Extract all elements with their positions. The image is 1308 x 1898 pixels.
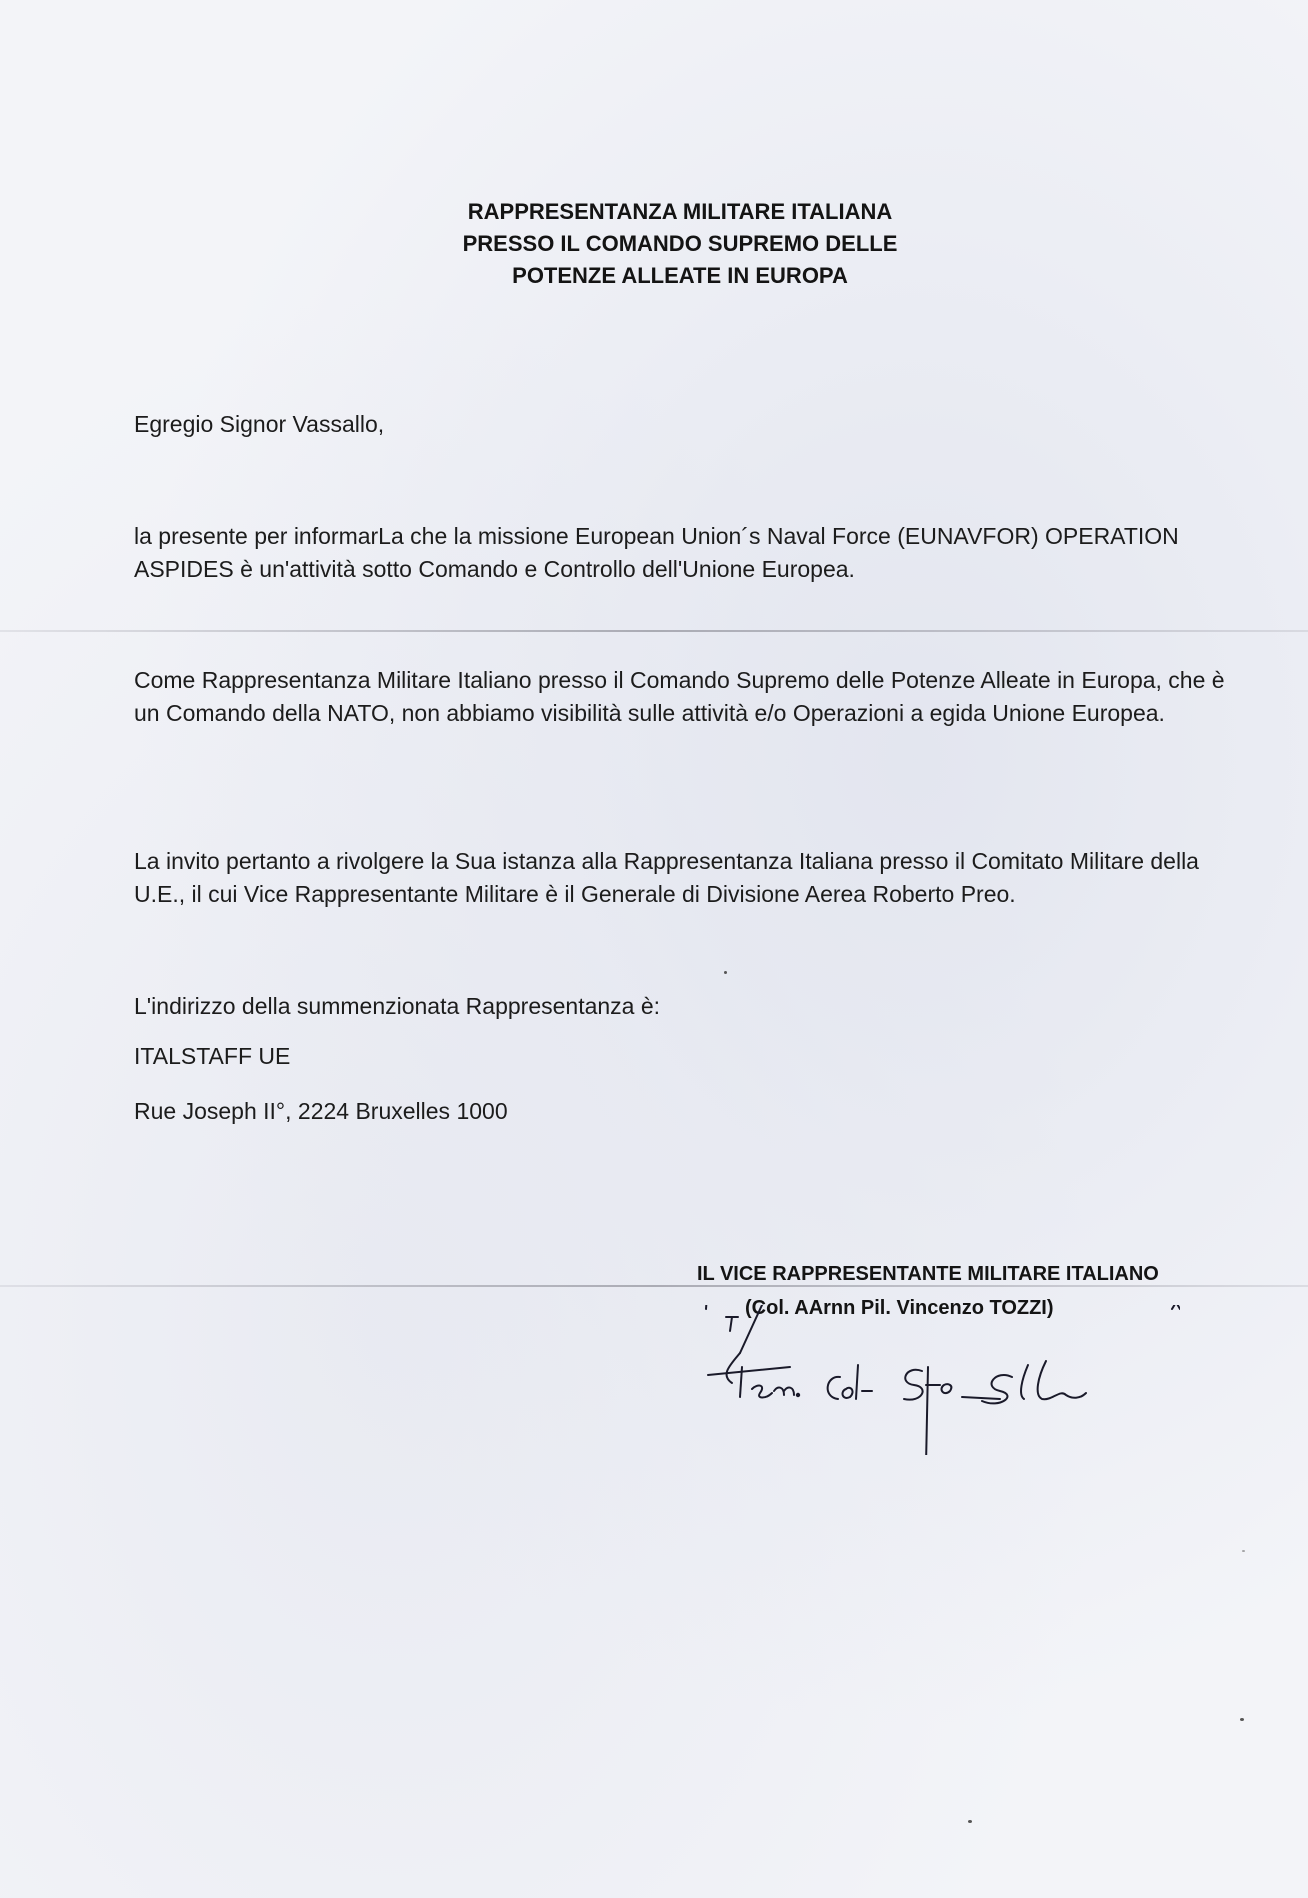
paragraph-mission-info: la presente per informarLa che la missione European Union´s Naval Force (EUNAVFOR) OPERATION ASPIDES è un'attività sotto Comando e Controllo dell'Unione Europea.	[134, 523, 1179, 582]
letterhead-line-3: POTENZE ALLEATE IN EUROPA	[512, 263, 848, 288]
address-street: Rue Joseph II°, 2224 Bruxelles 1000	[134, 1098, 508, 1124]
paper-speck	[1240, 1718, 1244, 1721]
handwritten-signature	[700, 1305, 1180, 1455]
address-intro: L'indirizzo della summenzionata Rappresentanza è:	[134, 993, 661, 1019]
paper-speck	[1242, 1550, 1245, 1552]
paragraph-nato-visibility: Come Rappresentanza Militare Italiano presso il Comando Supremo delle Potenze Alleate in Europa, che è un Comando della NATO, non abbiamo visibilità sulle attività e/o Operazioni a egida Unione Europea.	[134, 667, 1225, 726]
address-name: ITALSTAFF UE	[134, 1043, 291, 1069]
signatory-title: IL VICE RAPPRESENTANTE MILITARE ITALIANO	[697, 1263, 1159, 1285]
letterhead-line-2: PRESSO IL COMANDO SUPREMO DELLE	[462, 231, 898, 256]
letterhead	[0, 196, 1308, 292]
letterhead-line-1: RAPPRESENTANZA MILITARE ITALIANA	[467, 199, 893, 224]
paper-speck	[968, 1820, 972, 1823]
signatory-name: (Col. AArnn Pil. Vincenzo TOZZI)	[745, 1297, 1054, 1319]
paper-fold-line	[0, 630, 1308, 632]
salutation: Egregio Signor Vassallo,	[134, 411, 385, 437]
paper-speck	[724, 971, 727, 974]
paragraph-redirect: La invito pertanto a rivolgere la Sua istanza alla Rappresentanza Italiana presso il Comitato Militare della U.E., il cui Vice Rappresentante Militare è il Generale di Divisione Aerea Roberto Preo.	[134, 848, 1199, 907]
